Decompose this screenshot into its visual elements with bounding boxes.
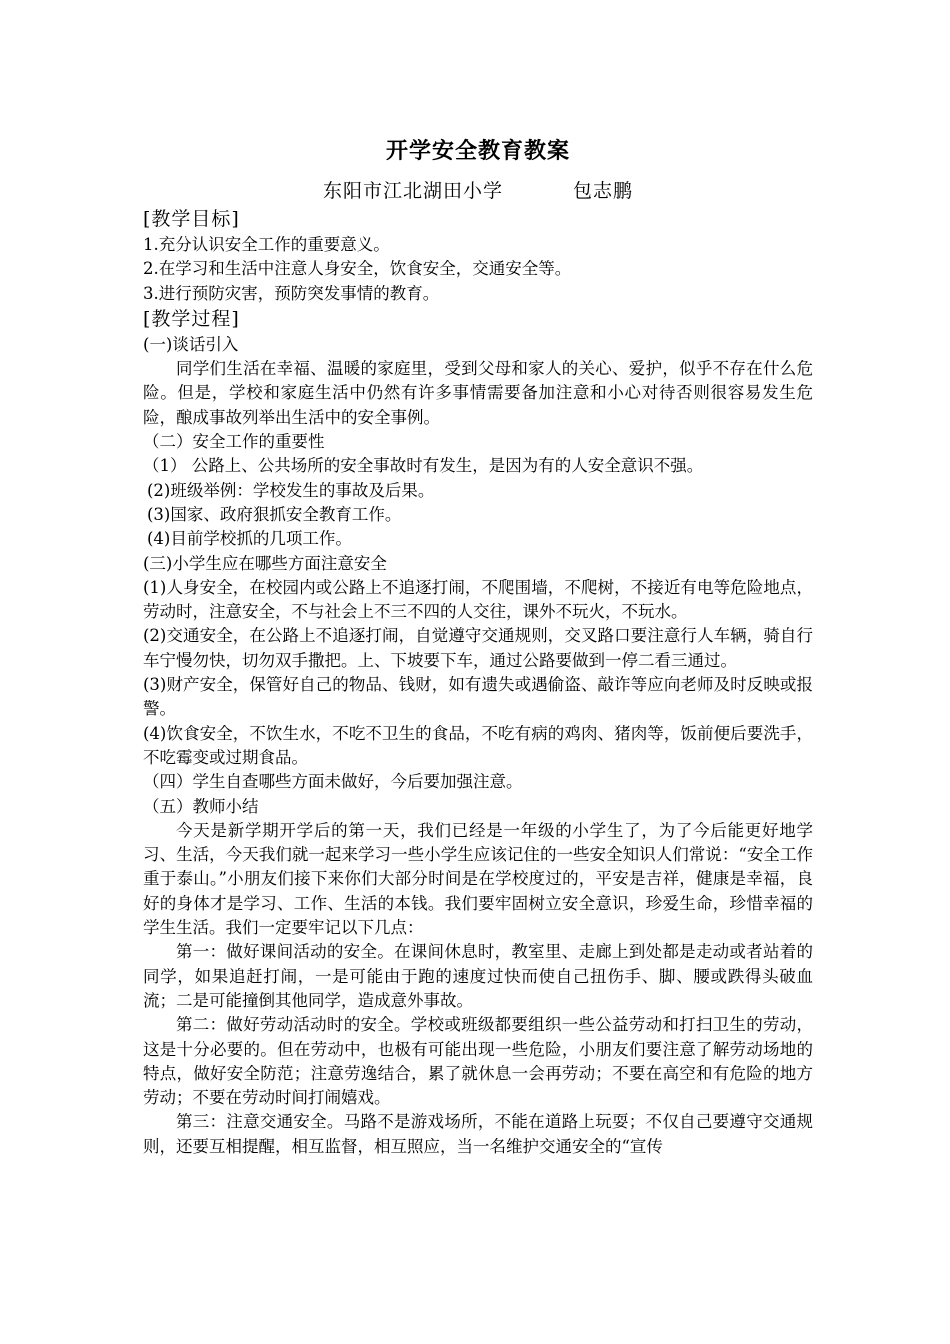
part3-item: (3)财产安全，保管好自己的物品、钱财，如有遗失或遇偷盗、敲诈等应向老师及时反映或报警。 (143, 675, 813, 719)
goal-item: 3.进行预防灾害，预防突发事情的教育。 (143, 283, 440, 303)
summary-paragraph: 第二：做好劳动活动时的安全。学校或班级都要组织一些公益劳动和打扫卫生的劳动，这是十分必要的。但在劳动中，也极有可能出现一些危险，小朋友们要注意了解劳动场地的特点，做好安全防范；注意劳逸结合，累了就休息一会再劳动；不要在高空和有危险的地方劳动；不要在劳动时间打闹嬉戏。 (143, 1015, 813, 1108)
part1-heading: (一)谈话引入 (143, 334, 239, 354)
part2-item: （1） 公路上、公共场所的安全事故时有发生，是因为有的人安全意识不强。 (143, 456, 704, 476)
document-title: 开学安全教育教案 (385, 139, 570, 164)
part4-heading: （四）学生自查哪些方面未做好，今后要加强注意。 (143, 772, 523, 792)
school-name: 东阳市江北湖田小学 (322, 180, 503, 202)
part3-heading: (三)小学生应在哪些方面注意安全 (143, 553, 387, 573)
process-heading: [教学过程] (143, 307, 240, 330)
summary-paragraph: 今天是新学期开学后的第一天，我们已经是一年级的小学生了，为了今后能更好地学习、生活，今天我们就一起来学习一些小学生应该记住的一些安全知识人们常说：“安全工作重于泰山。”小朋友们接下来你们大部分时间是在学校度过的，平安是吉祥，健康是幸福，良好的身体才是学习、工作、生活的本钱。我们要牢固树立安全意识，珍爱生命，珍惜幸福的学生生活。我们一定要牢记以下几点： (143, 820, 813, 938)
goals-heading: [教学目标] (143, 208, 240, 230)
part5-heading: （五）教师小结 (143, 796, 259, 816)
document-page (143, 132, 813, 1159)
part1-paragraph: 同学们生活在幸福、温暖的家庭里，受到父母和家人的关心、爱护，似乎不存在什么危险。但是，学校和家庭生活中仍然有许多事情需要备加注意和小心对待否则很容易发生危险，酿成事故列举出生活中的安全事例。 (143, 359, 813, 427)
part2-item: (4)目前学校抓的几项工作。 (147, 529, 352, 549)
document-byline (143, 176, 813, 206)
part2-heading: （二）安全工作的重要性 (143, 432, 325, 452)
part3-item: (4)饮食安全，不饮生水，不吃不卫生的食品，不吃有病的鸡肉、猪肉等，饭前便后要洗手，不吃霉变或过期食品。 (143, 723, 813, 767)
summary-paragraph: 第一：做好课间活动的安全。在课间休息时，教室里、走廊上到处都是走动或者站着的同学，如果追赶打闹，一是可能由于跑的速度过快而使自己扭伤手、脚、腰或跌得头破血流；二是可能撞倒其他同学，造成意外事故。 (143, 942, 813, 1010)
part2-item: (3)国家、政府狠抓安全教育工作。 (147, 504, 402, 524)
part2-item: (2)班级举例：学校发生的事故及后果。 (147, 480, 435, 500)
author-name: 包志鹏 (573, 180, 634, 202)
part3-item: (1)人身安全，在校园内或公路上不追逐打闹，不爬围墙，不爬树，不接近有电等危险地点，劳动时，注意安全，不与社会上不三不四的人交往，课外不玩火，不玩水。 (143, 577, 813, 622)
goal-item: 2.在学习和生活中注意人身安全，饮食安全，交通安全等。 (143, 259, 572, 279)
summary-paragraph: 第三：注意交通安全。马路不是游戏场所，不能在道路上玩耍；不仅自己要遵守交通规则，还要互相提醒，相互监督，相互照应，当一名维护交通安全的“宣传 (143, 1112, 813, 1156)
goal-item: 1.充分认识安全工作的重要意义。 (143, 235, 390, 254)
part3-item: (2)交通安全，在公路上不追逐打闹，自觉遵守交通规则，交叉路口要注意行人车辆，骑自行车宁慢勿快，切勿双手撒把。上、下坡要下车，通过公路要做到一停二看三通过。 (143, 626, 813, 670)
